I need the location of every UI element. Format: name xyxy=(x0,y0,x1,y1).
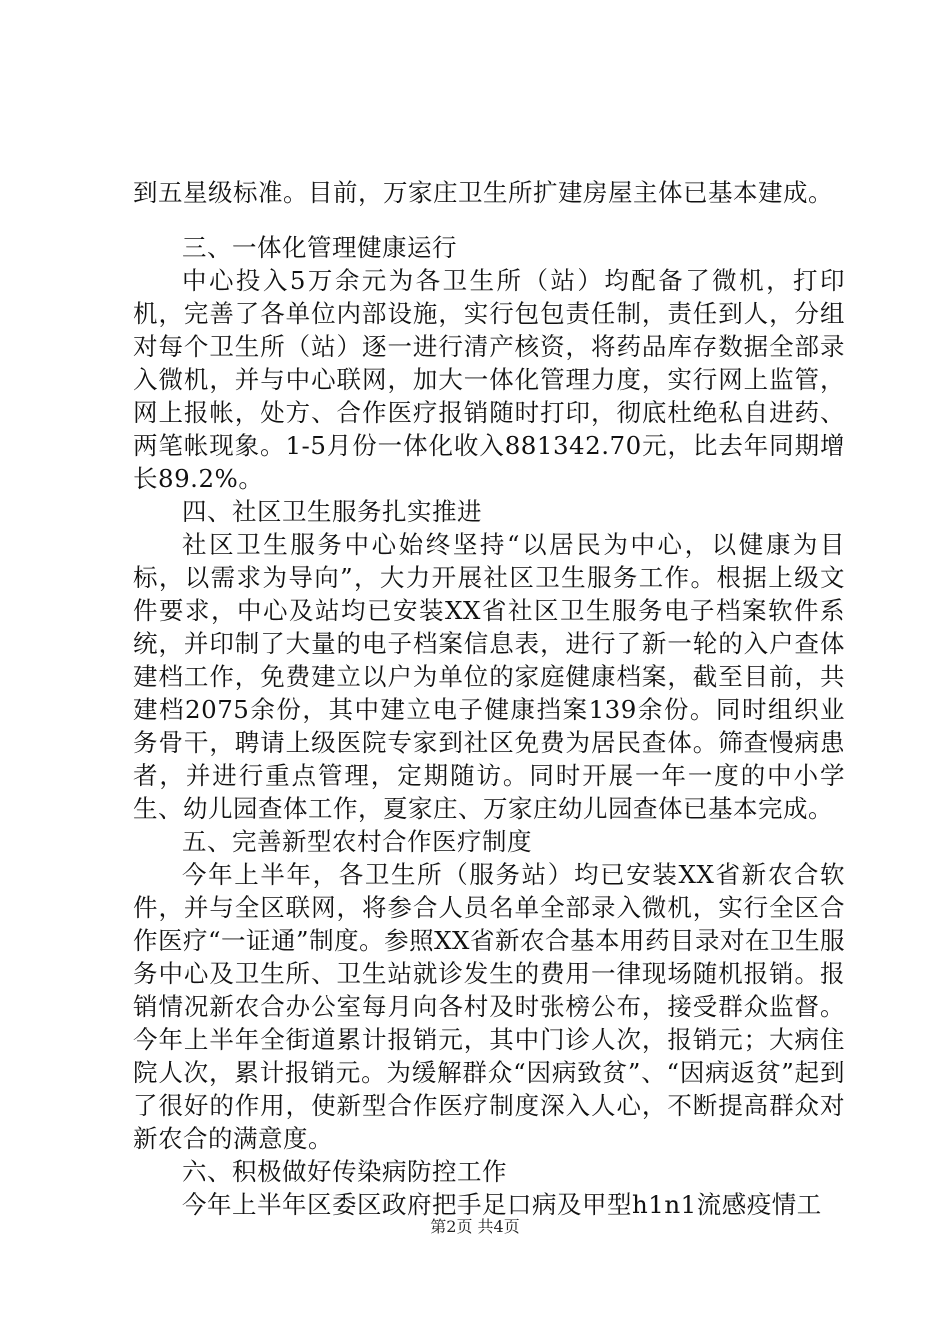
section-heading-6: 六、积极做好传染病防控工作 xyxy=(182,1157,507,1186)
section-body-5: 今年上半年，各卫生所（服务站）均已安装XX省新农合软件，并与全区联网，将参合人员名单全部录入微机，实行全区合作医疗“一证通”制度。参照XX省新农合基本用药目录对在卫生服务中心及卫生所、卫生站就诊发生的费用一律现场随机报销。报销情况新农合办公室每月向各村及时张榜公布，接受群众监督。今年上半年全街道累计报销元，其中门诊人次，报销元；大病住院人次，累计报销元。为缓解群众“因病致贫”、“因病返贫”起到了很好的作用，使新型合作医疗制度深入人心，不断提高群众对新农合的满意度。 xyxy=(133,860,845,1153)
continued-paragraph: 到五星级标准。目前，万家庄卫生所扩建房屋主体已基本建成。 xyxy=(133,178,833,207)
document-body xyxy=(133,176,845,1221)
section-body-6: 今年上半年区委区政府把手足口病及甲型h1n1流感疫情工 xyxy=(182,1190,822,1219)
section-heading-3: 三、一体化管理健康运行 xyxy=(182,233,457,262)
page-footer xyxy=(0,1214,950,1237)
section-body-4: 社区卫生服务中心始终坚持“以居民为中心，以健康为目标，以需求为导向”，大力开展社区卫生服务工作。根据上级文件要求，中心及站均已安装XX省社区卫生服务电子档案软件系统，并印制了大量的电子档案信息表，进行了新一轮的入户查体建档工作，免费建立以户为单位的家庭健康档案，截至目前，共建档2075余份，其中建立电子健康挡案139余份。同时组织业务骨干，聘请上级医院专家到社区免费为居民查体。筛查慢病患者，并进行重点管理，定期随访。同时开展一年一度的中小学生、幼儿园查体工作，夏家庄、万家庄幼儿园查体已基本完成。 xyxy=(133,530,845,823)
section-heading-5: 五、完善新型农村合作医疗制度 xyxy=(182,827,532,856)
section-body-3: 中心投入5万余元为各卫生所（站）均配备了微机，打印机，完善了各单位内部设施，实行包包责任制，责任到人，分组对每个卫生所（站）逐一进行清产核资，将药品库存数据全部录入微机，并与中心联网，加大一体化管理力度，实行网上监管，网上报帐，处方、合作医疗报销随时打印，彻底杜绝私自进药、两笔帐现象。1-5月份一体化收入881342.70元，比去年同期增长89.2%。 xyxy=(133,266,845,493)
page-number-label: 第2页 共4页 xyxy=(430,1217,520,1236)
section-heading-4: 四、社区卫生服务扎实推进 xyxy=(182,497,482,526)
